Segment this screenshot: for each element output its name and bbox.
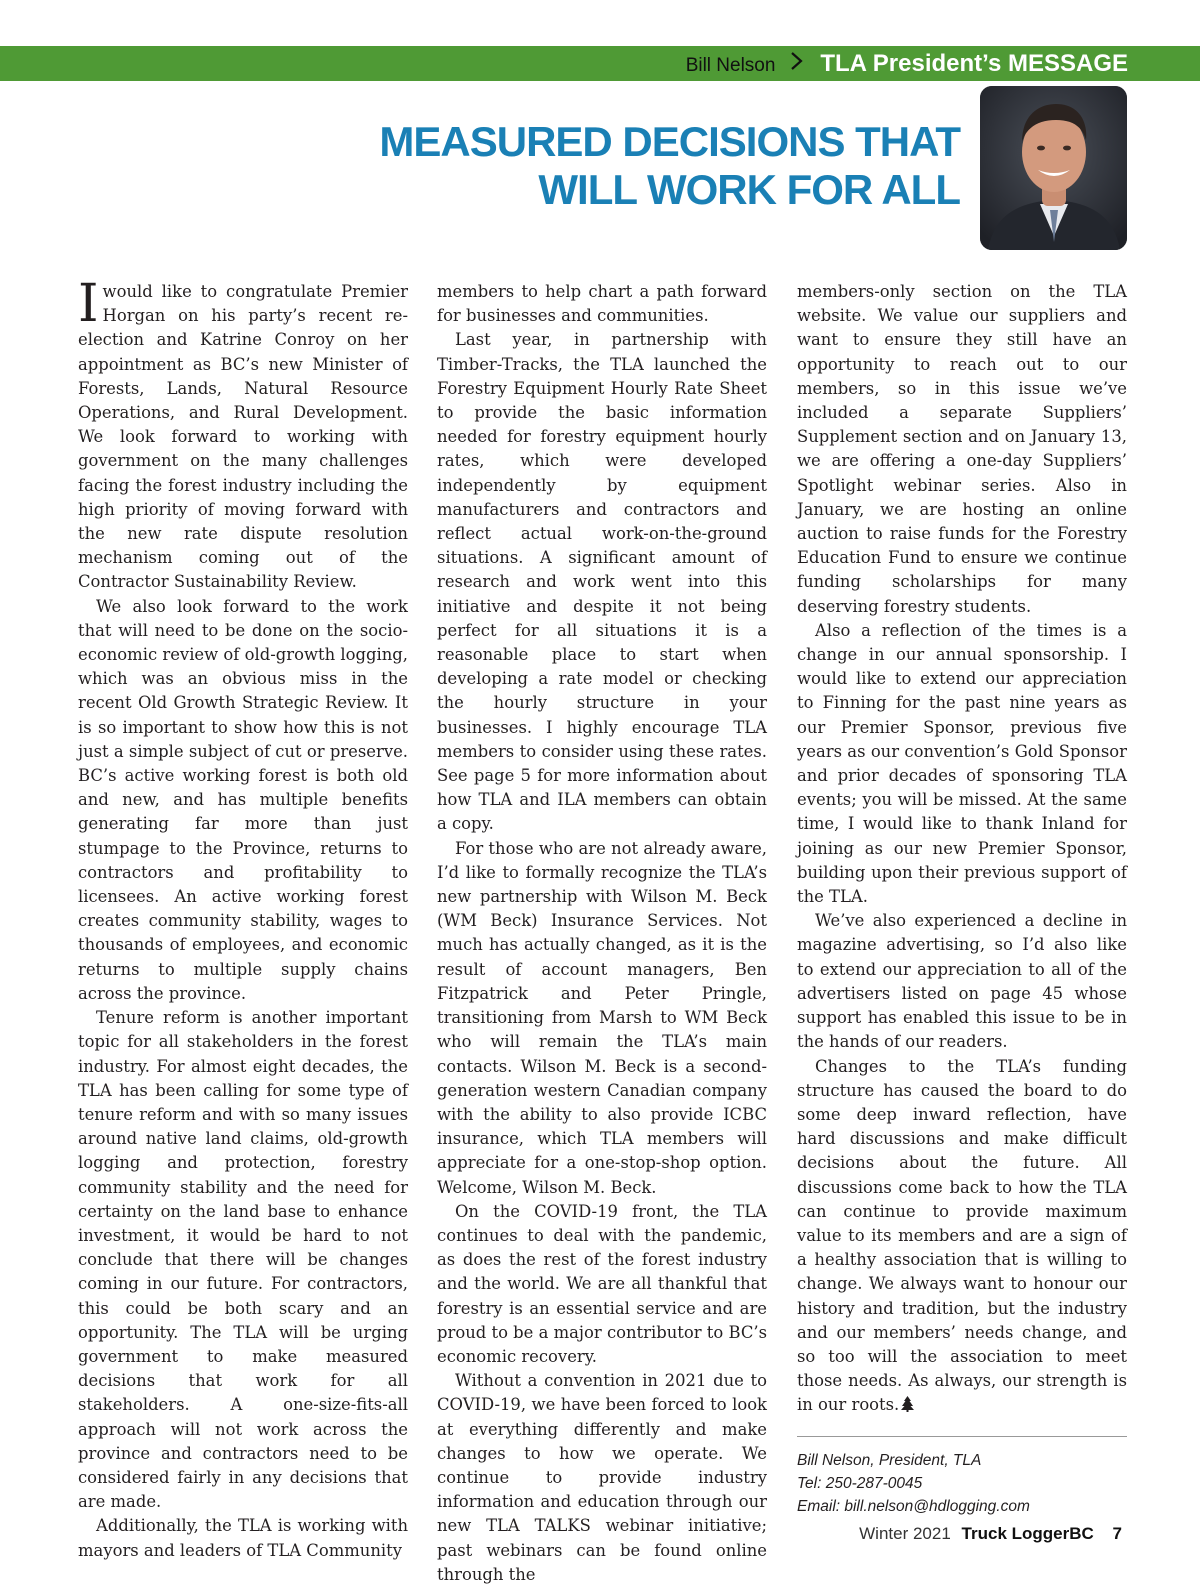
paragraph: Additionally, the TLA is working with mayors and leaders of TLA Community	[78, 1516, 408, 1560]
column-1	[78, 274, 408, 1563]
headline-line-2: WILL WORK FOR ALL	[538, 166, 960, 213]
paragraph	[78, 274, 408, 595]
footer-issue: Winter 2021	[859, 1524, 951, 1543]
section-title	[820, 50, 1128, 77]
paragraph: We also look forward to the work that will need to be done on the socio-economic review of old-growth logging, which was an obvious miss in the recent Old Growth Strategic Review. It is so important to show how this is not just a simple subject of cut or preserve. BC’s active working forest is both old and new, and has multiple benefits generating far more than just stumpage to the Province, returns to contractors and profitability to licensees. An active working forest creates community stability, wages to thousands of employees, and economic returns to multiple supply chains across the province.	[78, 596, 408, 1003]
paragraph: Tenure reform is another important topic for all stakeholders in the forest industry. For almost eight decades, the TLA has been calling for some type of tenure reform and with so many issues around native land claims, old-growth logging and protection, forestry community stability and the need for certainty on the land base to enhance investment, it would be hard to not conclude that there will be changes coming in our future. For contractors, this could be both scary and an opportunity. The TLA will be urging government to make measured decisions that work for all stakeholders. A one-size-fits-all approach will not work across the province and contractors need to be considered fairly in any decisions that are made.	[78, 1008, 408, 1512]
section-title-strong: MESSAGE	[1007, 50, 1128, 77]
paragraph-text: would like to congratulate Premier Horgan on his party’s recent re-election and Katrine Conroy on her appointment as BC’s new Minister of Forests, Lands, Natural Resource Operations, and Rural Development. We look forward to working with government on the many challenges facing the forest industry including the high priority of moving forward with the new rate dispute resolution mechanism coming out of the Contractor Sustainability Review.	[78, 282, 408, 592]
article-headline	[260, 118, 960, 214]
signature-phone: Tel: 250-287-0045	[797, 1474, 923, 1492]
paragraph	[797, 1055, 1127, 1418]
paragraph: For those who are not already aware, I’d like to formally recognize the TLA’s new partnership with Wilson M. Beck (WM Beck) Insurance Services. Not much has actually changed, as it is the result of account managers, Ben Fitzpatrick and Peter Pringle, transitioning from Marsh to WM Beck who will remain the TLA’s main contacts. Wilson M. Beck is a second-generation western Canadian company with the ability to also provide ICBC insurance, which TLA members will appreciate for a one-stop-shop option. Welcome, Wilson M. Beck.	[437, 838, 767, 1197]
column-3	[797, 280, 1127, 1518]
paragraph: Also a reflection of the times is a change in our annual sponsorship. I would like to extend our appreciation to Finning for the past nine years as our Premier Sponsor, previous five years as our convention’s Gold Sponsor and prior decades of sponsoring TLA events; you will be missed. At the same time, I would like to thank Inland for joining as our new Premier Sponsor, building upon their previous support of the TLA.	[797, 620, 1127, 907]
paragraph: Last year, in partnership with Timber-Tracks, the TLA launched the Forestry Equipment Hourly Rate Sheet to provide the basic information needed for forestry equipment hourly rates, which were developed independently by equipment manufacturers and contractors and reflect actual work-on-the-ground situations. A significant amount of research and work went into this initiative and despite it not being perfect for all situations it is a reasonable place to start when developing a rate model or checking the hourly structure in your businesses. I highly encourage TLA members to consider using these rates. See page 5 for more information about how TLA and ILA members can obtain a copy.	[437, 330, 767, 834]
author-photo	[980, 86, 1127, 250]
section-header	[686, 46, 1128, 81]
paragraph: Without a convention in 2021 due to COVID-19, we have been forced to look at everything differently and make changes to how we operate. We continue to provide industry information and education through our new TLA TALKS webinar initiative; past webinars can be found online through the	[437, 1371, 767, 1584]
footer-magazine: Truck LoggerBC	[961, 1524, 1094, 1543]
drop-cap: I	[78, 274, 99, 334]
signature-name: Bill Nelson, President, TLA	[797, 1451, 982, 1469]
signature-block	[797, 1449, 1127, 1518]
section-title-prefix: TLA President’s	[820, 50, 1002, 77]
paragraph: members-only section on the TLA website. We value our suppliers and want to ensure they still have an opportunity to reach out to our members, so in this issue we’ve included a separate Suppliers’ Supplement section and on January 13, we are offering a one-day Suppliers’ Spotlight webinar series. Also in January, we are hosting an online auction to raise funds for the Forestry Education Fund to ensure we continue funding scholarships for many deserving forestry students.	[797, 282, 1127, 616]
paragraph-text: Changes to the TLA’s funding structure has caused the board to do some deep inward reflection, have hard discussions and make difficult decisions about the future. All discussions come back to how the TLA can continue to provide maximum value to its members and are a sign of a healthy association that is willing to change. We always want to honour our history and tradition, but the industry and our members’ needs change, and so too will the association to meet those needs. As always, our strength is in our roots.	[797, 1056, 1127, 1415]
signature-email: Email: bill.nelson@hdlogging.com	[797, 1497, 1030, 1515]
section-header-bar	[0, 46, 1200, 81]
paragraph: On the COVID-19 front, the TLA continues to deal with the pandemic, as does the rest of the forest industry and the world. We are all thankful that forestry is an essential service and are proud to be a major contributor to BC’s economic recovery.	[437, 1201, 767, 1366]
chevron-right-icon	[790, 49, 804, 84]
signature-divider	[797, 1436, 1127, 1437]
header-author: Bill Nelson	[685, 55, 776, 76]
paragraph: members to help chart a path forward for businesses and communities.	[437, 282, 767, 326]
headline-line-1: MEASURED DECISIONS THAT	[379, 118, 960, 165]
tree-icon	[899, 1395, 914, 1414]
page-footer	[859, 1524, 1122, 1544]
page-number: 7	[1112, 1524, 1122, 1543]
paragraph: We’ve also experienced a decline in magazine advertising, so I’d also like to extend our appreciation to all of the advertisers listed on page 45 whose support has enabled this issue to be in the hands of our readers.	[797, 911, 1127, 1052]
column-2	[437, 280, 767, 1587]
